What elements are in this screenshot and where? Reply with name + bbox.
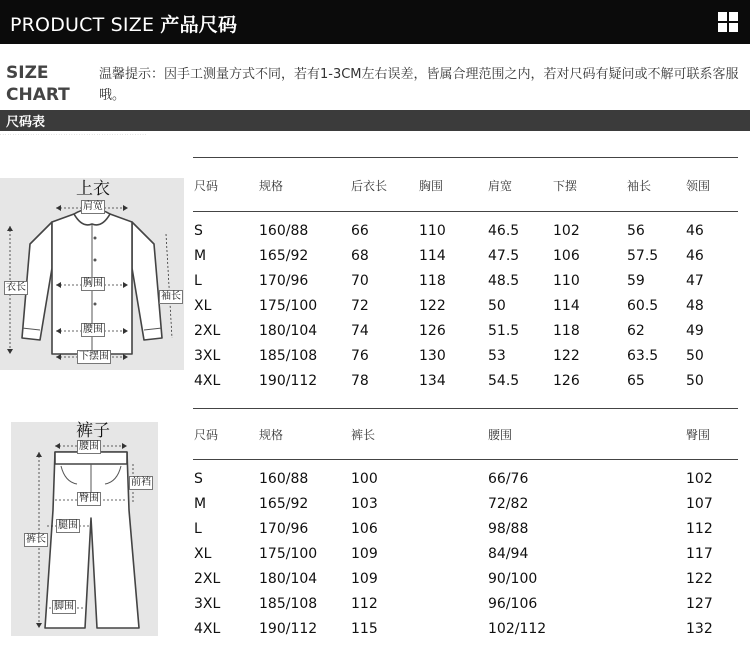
table-cell: S	[194, 471, 203, 487]
grid-icon	[718, 12, 738, 32]
table-cell: 60.5	[627, 298, 659, 314]
table-cell: 56	[627, 223, 645, 239]
table-cell: 62	[627, 323, 645, 339]
pants-waist-label: 腰围	[79, 441, 99, 452]
table-cell: 4XL	[194, 621, 221, 637]
table-header-cell: 臀围	[686, 428, 711, 442]
table-cell: 190/112	[259, 621, 318, 637]
pants-figure	[11, 422, 158, 636]
decorative-fine-print: · · · · · · · · · · · · · · · · · · · · · · · · · · · · · · · · · · · · · · · · · · · · · · · · · · · · · · · · · ·	[0, 132, 147, 137]
shirt-chest-label: 胸围	[83, 278, 103, 289]
pants-thigh-label: 腿围	[58, 520, 78, 531]
table-cell: 185/108	[259, 596, 318, 612]
table-cell: 70	[351, 273, 369, 289]
table-cell: M	[194, 496, 207, 512]
table-cell: 130	[419, 348, 446, 364]
top-table-rule-header	[193, 211, 738, 212]
shirt-sleeve-label: 袖长	[161, 291, 181, 302]
table-cell: 102/112	[488, 621, 547, 637]
table-cell: 66/76	[488, 471, 529, 487]
pants-table-rule-header	[193, 459, 738, 460]
table-cell: 126	[553, 373, 580, 389]
table-header-cell: 后衣长	[351, 179, 388, 193]
table-cell: 185/108	[259, 348, 318, 364]
table-cell: 112	[351, 596, 378, 612]
shirt-waist-label: 腰围	[83, 324, 103, 335]
table-header-cell: 尺码	[194, 428, 219, 442]
table-cell: 50	[686, 348, 704, 364]
table-cell: 165/92	[259, 496, 309, 512]
table-cell: L	[194, 273, 202, 289]
table-cell: 66	[351, 223, 369, 239]
table-cell: 65	[627, 373, 645, 389]
table-cell: 72	[351, 298, 369, 314]
table-cell: 114	[553, 298, 580, 314]
table-cell: 72/82	[488, 496, 529, 512]
table-cell: 48.5	[488, 273, 520, 289]
table-cell: 48	[686, 298, 704, 314]
table-cell: 109	[351, 571, 378, 587]
table-cell: 78	[351, 373, 369, 389]
pants-figure-title: 裤子	[76, 421, 110, 441]
table-cell: 118	[553, 323, 580, 339]
table-header-cell: 领围	[686, 179, 711, 193]
table-cell: 134	[419, 373, 446, 389]
table-cell: 112	[686, 521, 713, 537]
table-cell: 46	[686, 223, 704, 239]
table-cell: 49	[686, 323, 704, 339]
table-cell: 127	[686, 596, 713, 612]
table-cell: 51.5	[488, 323, 520, 339]
table-header-cell: 袖长	[627, 179, 652, 193]
section-bar-label: 尺码表	[6, 115, 46, 130]
header-bar	[0, 0, 750, 44]
table-cell: 106	[351, 521, 378, 537]
header-title-cn: 产品尺码	[160, 14, 238, 36]
table-cell: XL	[194, 298, 212, 314]
table-cell: 170/96	[259, 273, 309, 289]
top-table-rule-top	[193, 157, 738, 158]
table-cell: 84/94	[488, 546, 529, 562]
pants-leg-opening-label: 脚围	[54, 601, 74, 612]
table-cell: 118	[419, 273, 446, 289]
table-cell: 160/88	[259, 471, 309, 487]
pants-illustration	[11, 422, 158, 636]
table-cell: 106	[553, 248, 580, 264]
table-header-cell: 胸围	[419, 179, 444, 193]
table-cell: 46.5	[488, 223, 520, 239]
pants-front-rise-label: 前裆	[131, 477, 151, 488]
table-cell: 114	[419, 248, 446, 264]
table-cell: 175/100	[259, 298, 318, 314]
table-cell: 3XL	[194, 596, 221, 612]
table-cell: 180/104	[259, 571, 318, 587]
shirt-figure-title: 上衣	[76, 179, 110, 199]
table-cell: S	[194, 223, 203, 239]
table-cell: 47	[686, 273, 704, 289]
size-chart-label	[6, 62, 70, 106]
table-cell: 4XL	[194, 373, 221, 389]
table-cell: 109	[351, 546, 378, 562]
table-cell: 76	[351, 348, 369, 364]
table-header-cell: 肩宽	[488, 179, 513, 193]
table-cell: 180/104	[259, 323, 318, 339]
table-cell: 102	[553, 223, 580, 239]
table-cell: 59	[627, 273, 645, 289]
table-cell: 68	[351, 248, 369, 264]
table-cell: 122	[553, 348, 580, 364]
table-cell: 53	[488, 348, 506, 364]
table-cell: 96/106	[488, 596, 538, 612]
shirt-length-label: 衣长	[6, 282, 26, 293]
table-cell: 115	[351, 621, 378, 637]
header-title	[10, 10, 237, 37]
pants-length-label: 裤长	[26, 534, 46, 545]
table-header-cell: 腰围	[488, 428, 513, 442]
measurement-notice: 温馨提示：因手工测量方式不同，若有1-3CM左右误差，皆属合理范围之内，若对尺码有疑问或不解可联系客服哦。	[99, 67, 739, 103]
table-cell: 3XL	[194, 348, 221, 364]
table-cell: 132	[686, 621, 713, 637]
table-cell: 110	[553, 273, 580, 289]
table-cell: 47.5	[488, 248, 520, 264]
table-cell: XL	[194, 546, 212, 562]
table-header-cell: 下摆	[553, 179, 578, 193]
table-cell: 126	[419, 323, 446, 339]
table-cell: 2XL	[194, 323, 221, 339]
table-cell: 90/100	[488, 571, 538, 587]
table-cell: 100	[351, 471, 378, 487]
shirt-figure	[0, 178, 184, 370]
size-chart-label-line2: CHART	[6, 85, 70, 105]
table-header-cell: 规格	[259, 428, 284, 442]
table-cell: 110	[419, 223, 446, 239]
table-header-cell: 尺码	[194, 179, 219, 193]
table-cell: 107	[686, 496, 713, 512]
table-cell: 190/112	[259, 373, 318, 389]
table-header-cell: 裤长	[351, 428, 376, 442]
table-cell: 2XL	[194, 571, 221, 587]
table-cell: 122	[686, 571, 713, 587]
table-cell: 46	[686, 248, 704, 264]
table-cell: 74	[351, 323, 369, 339]
table-cell: 50	[488, 298, 506, 314]
table-cell: L	[194, 521, 202, 537]
table-cell: 54.5	[488, 373, 520, 389]
pants-hip-label: 臀围	[79, 493, 99, 504]
table-cell: 57.5	[627, 248, 659, 264]
section-bar	[0, 110, 750, 131]
shirt-shoulder-label: 肩宽	[83, 201, 103, 212]
table-cell: 160/88	[259, 223, 309, 239]
table-header-cell: 规格	[259, 179, 284, 193]
table-cell: 117	[686, 546, 713, 562]
table-cell: 175/100	[259, 546, 318, 562]
table-cell: 103	[351, 496, 378, 512]
pants-table-rule-top	[193, 408, 738, 409]
table-cell: 63.5	[627, 348, 659, 364]
size-chart-label-line1: SIZE	[6, 63, 49, 83]
table-cell: 98/88	[488, 521, 529, 537]
table-cell: 170/96	[259, 521, 309, 537]
table-cell: 122	[419, 298, 446, 314]
table-cell: 165/92	[259, 248, 309, 264]
table-cell: 102	[686, 471, 713, 487]
table-cell: M	[194, 248, 207, 264]
shirt-hem-label: 下摆围	[79, 351, 109, 362]
header-title-en: PRODUCT SIZE	[10, 14, 155, 36]
table-cell: 50	[686, 373, 704, 389]
